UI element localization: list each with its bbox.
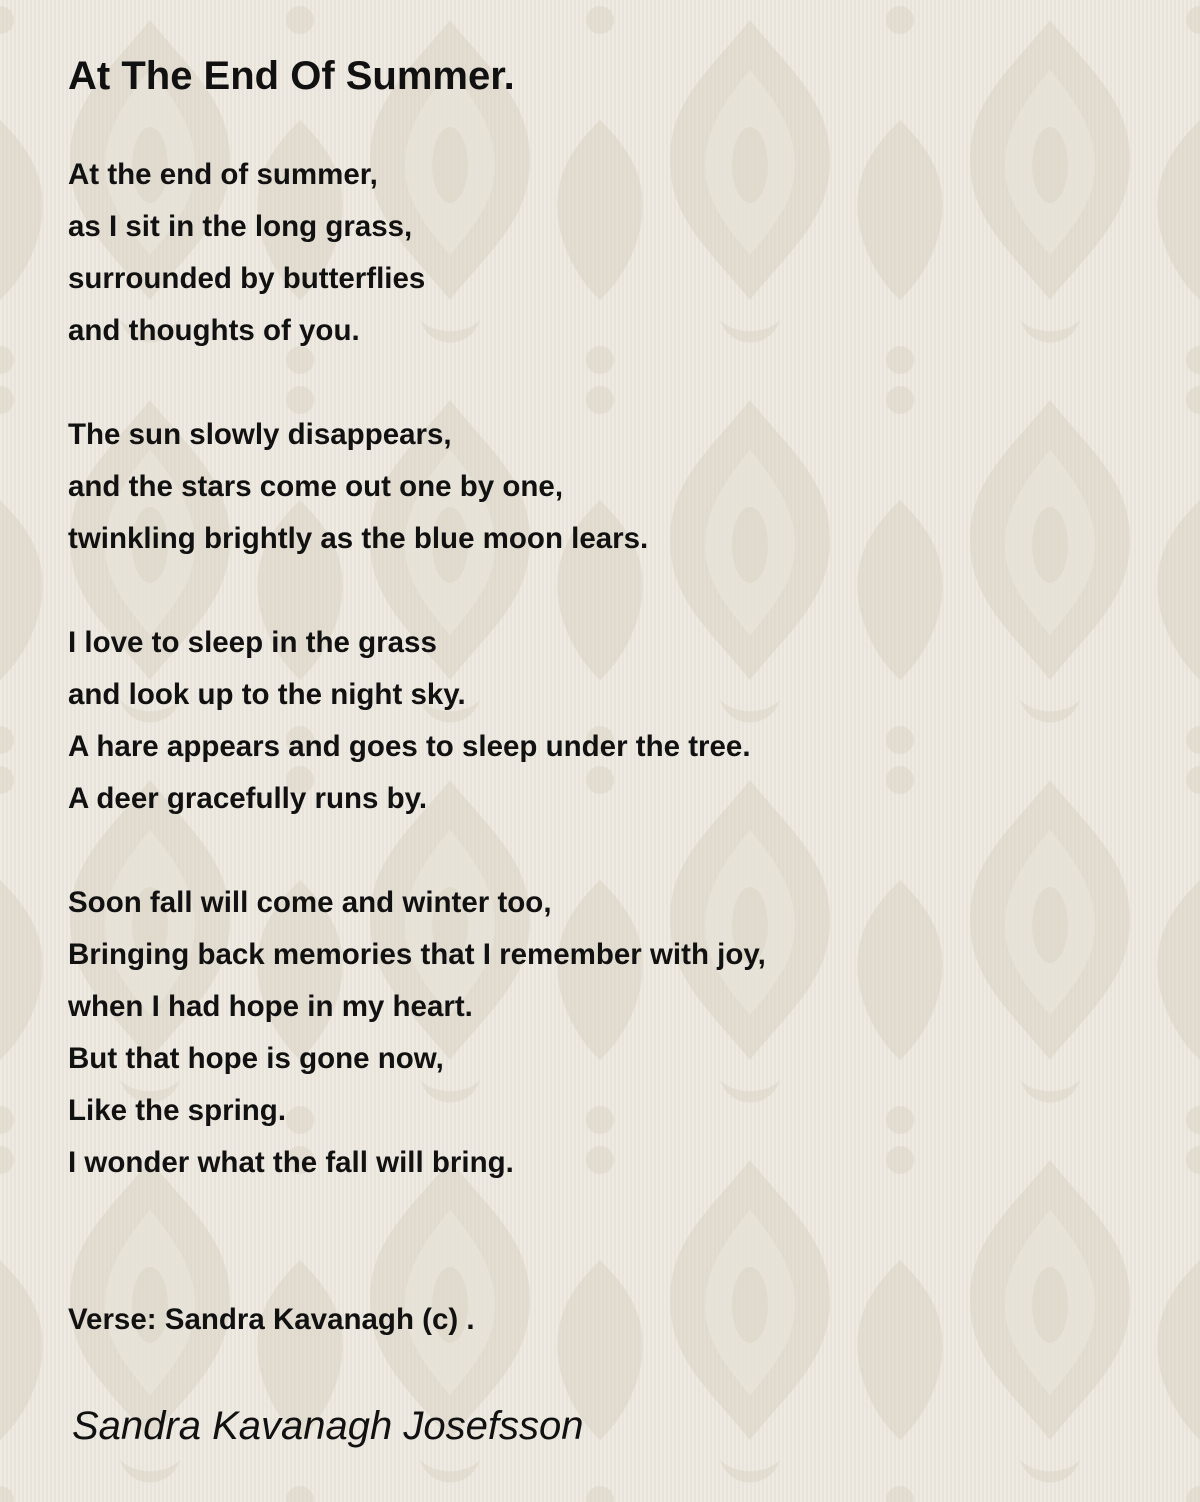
poem-line: But that hope is gone now, [68,1042,444,1075]
poem-line: as I sit in the long grass, [68,210,413,243]
stanza-2 [68,409,648,565]
stanza-1 [68,149,425,357]
poem-line: and the stars come out one by one, [68,470,564,503]
poem-line: I love to sleep in the grass [68,626,437,659]
verse-credit: Verse: Sandra Kavanagh (c) . [68,1303,475,1336]
poem-line: The sun slowly disappears, [68,418,452,451]
poem-line: twinkling brightly as the blue moon lears. [68,522,649,555]
stanza-3 [68,617,751,825]
poem-line: Like the spring. [68,1094,287,1127]
poem-line: A deer gracefully runs by. [68,782,428,815]
poem-line: and look up to the night sky. [68,678,466,711]
poem-line: when I had hope in my heart. [68,990,473,1023]
stanza-4 [68,877,766,1189]
poem-line: and thoughts of you. [68,314,360,347]
author-name: Sandra Kavanagh Josefsson [72,1404,584,1448]
poem-title: At The End Of Summer. [68,54,515,98]
poem-line: surrounded by butterflies [68,262,426,295]
poem-line: I wonder what the fall will bring. [68,1146,514,1179]
poem-line: At the end of summer, [68,158,378,191]
poem-line: A hare appears and goes to sleep under the tree. [68,730,751,763]
poem-line: Bringing back memories that I remember with joy, [68,938,766,971]
poem-line: Soon fall will come and winter too, [68,886,552,919]
